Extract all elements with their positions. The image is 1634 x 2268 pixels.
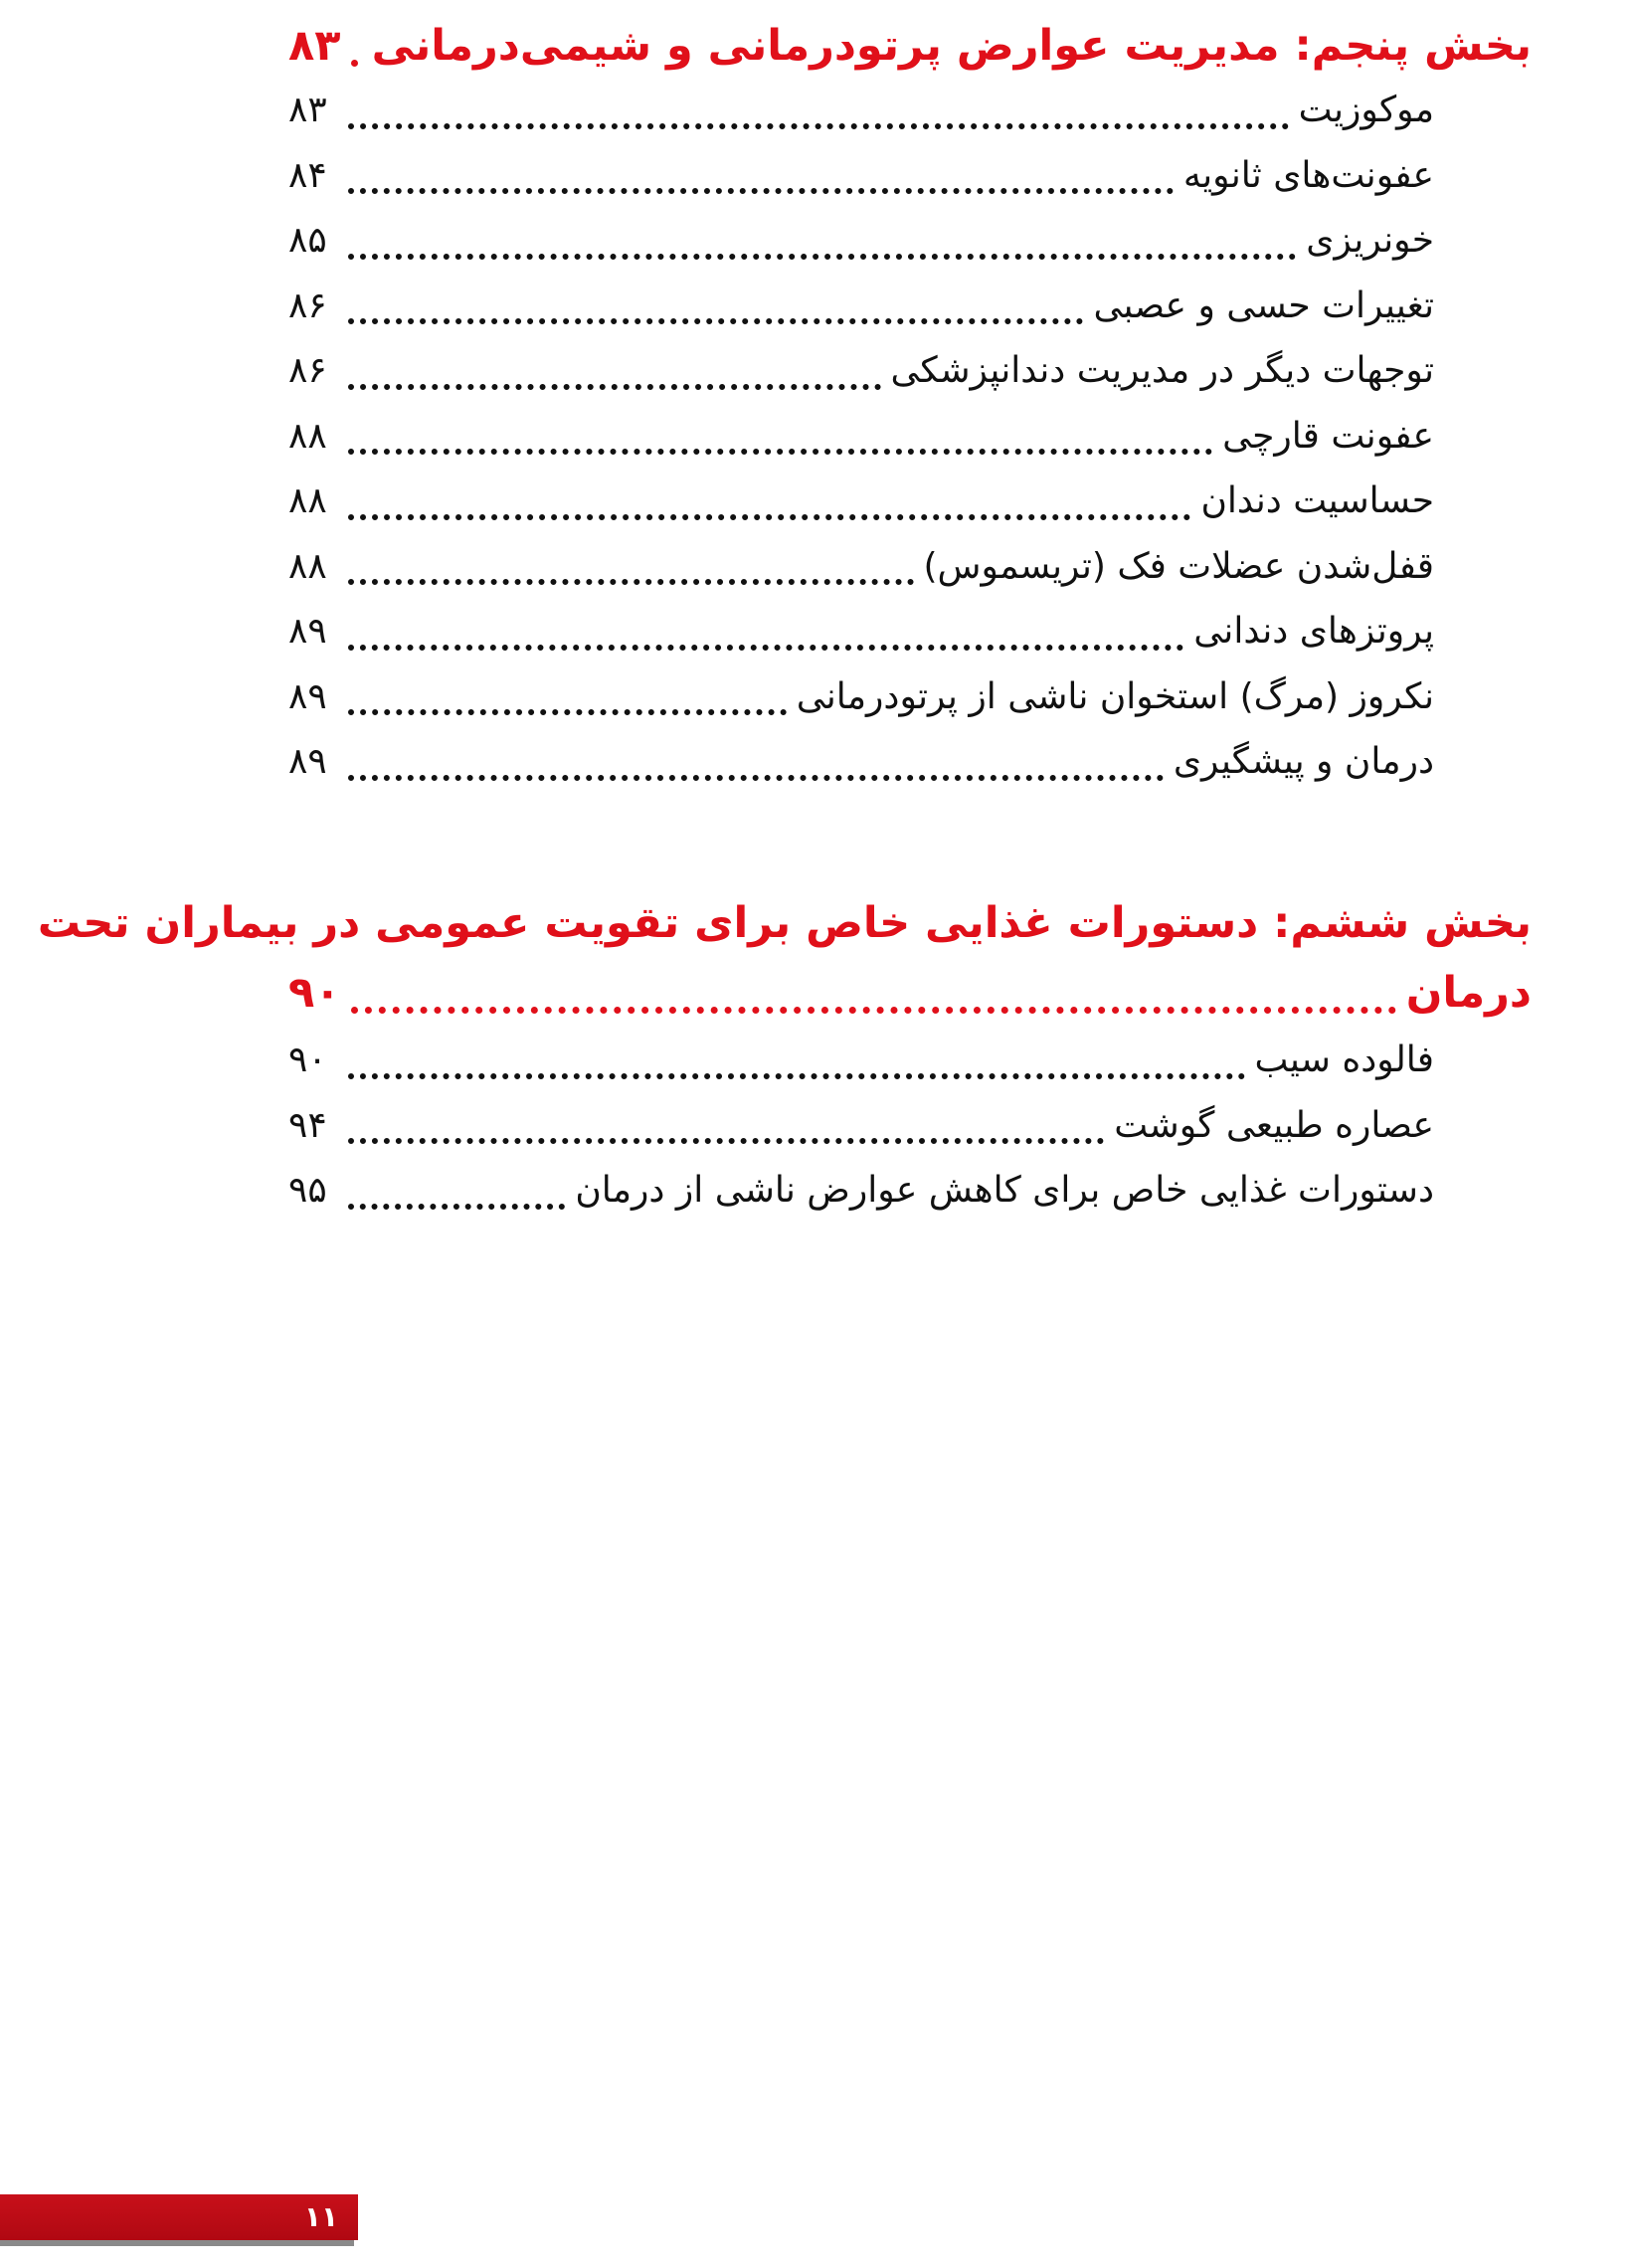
leader-dots bbox=[348, 559, 914, 585]
toc-entry-page: ۸۵ bbox=[288, 220, 327, 261]
toc-entry[interactable] bbox=[288, 1093, 1532, 1159]
toc-entry-page: ۸۴ bbox=[288, 154, 327, 196]
leader-dots bbox=[351, 985, 1396, 1014]
leader-dots bbox=[348, 168, 1174, 194]
toc-entry[interactable] bbox=[288, 404, 1532, 470]
toc-entry-page: ۸۸ bbox=[288, 545, 327, 587]
toc-entry-label: خونریزی bbox=[1306, 220, 1434, 261]
toc-entry[interactable] bbox=[288, 143, 1532, 209]
toc-heading-page: ۹۰ bbox=[288, 968, 341, 1018]
toc-entry-label: درمان و پیشگیری bbox=[1173, 741, 1434, 782]
toc-heading-label: درمان bbox=[1405, 968, 1532, 1018]
leader-dots bbox=[348, 1118, 1104, 1144]
toc-entry-page: ۹۵ bbox=[288, 1170, 327, 1211]
leader-dots bbox=[348, 494, 1190, 520]
toc-heading-section-6[interactable] bbox=[288, 958, 1532, 1028]
toc-entry-page: ۸۳ bbox=[288, 90, 327, 130]
toc-entry[interactable] bbox=[288, 599, 1532, 664]
toc-entry-label: توجهات دیگر در مدیریت دندانپزشکی bbox=[890, 350, 1434, 391]
toc-heading-label: بخش پنجم: مدیریت عوارض پرتودرمانی و شیمی‌درمانی bbox=[371, 21, 1532, 71]
leader-dots bbox=[348, 429, 1212, 455]
leader-dots bbox=[348, 1053, 1245, 1079]
toc-entry[interactable] bbox=[288, 469, 1532, 534]
toc-entry-label: فالوده سیب bbox=[1254, 1040, 1434, 1080]
toc-entry-page: ۸۶ bbox=[288, 284, 327, 326]
toc-entry-page: ۸۸ bbox=[288, 415, 327, 457]
toc-entry[interactable] bbox=[288, 1158, 1532, 1224]
leader-dots bbox=[348, 364, 881, 390]
footer-bar-shadow bbox=[0, 2240, 354, 2246]
toc-entry-page: ۸۶ bbox=[288, 350, 327, 391]
leader-dots bbox=[348, 689, 787, 715]
toc-entry-label: نکروز (مرگ) استخوان ناشی از پرتودرمانی bbox=[796, 675, 1434, 717]
toc-entry[interactable] bbox=[288, 664, 1532, 730]
toc-entry-page: ۸۹ bbox=[288, 611, 327, 652]
toc-entry[interactable] bbox=[288, 1028, 1532, 1093]
toc-entry-label: عفونت‌های ثانویه bbox=[1182, 154, 1434, 196]
toc-entry-label: دستورات غذایی خاص برای کاهش عوارض ناشی از درمان bbox=[575, 1170, 1434, 1211]
toc-section-6 bbox=[37, 888, 1532, 1224]
toc-entry-label: عفونت قارچی bbox=[1222, 415, 1434, 457]
toc-entry-page: ۹۰ bbox=[288, 1040, 327, 1080]
toc-heading-page: ۸۳ bbox=[288, 21, 341, 71]
toc-entry[interactable] bbox=[288, 534, 1532, 600]
toc-entry-label: پروتزهای دندانی bbox=[1193, 611, 1434, 652]
leader-dots bbox=[348, 755, 1164, 781]
toc-heading-section-6-line1[interactable]: بخش ششم: دستورات غذایی خاص برای تقویت عمومی در بیماران تحت bbox=[37, 898, 1532, 948]
leader-dots bbox=[348, 298, 1083, 324]
toc-entry-page: ۸۹ bbox=[288, 741, 327, 782]
toc-entry-label: تغییرات حسی و عصبی bbox=[1093, 284, 1434, 326]
leader-dots bbox=[351, 38, 362, 67]
leader-dots bbox=[348, 625, 1183, 651]
toc-entry[interactable] bbox=[288, 729, 1532, 795]
leader-dots bbox=[348, 1184, 565, 1210]
toc-entry-label: عصاره طبیعی گوشت bbox=[1114, 1104, 1434, 1146]
toc-entry-page: ۸۹ bbox=[288, 675, 327, 717]
toc-section-5 bbox=[288, 14, 1532, 795]
toc-entry-label: قفل‌شدن عضلات فک (تریسموس) bbox=[923, 545, 1434, 587]
toc-entry[interactable] bbox=[288, 338, 1532, 404]
leader-dots bbox=[348, 103, 1289, 129]
toc-entry[interactable] bbox=[288, 78, 1532, 143]
toc-entry-label: حساسیت دندان bbox=[1200, 480, 1434, 521]
toc-entry-label: موکوزیت bbox=[1298, 90, 1434, 130]
footer-page-number: ۱۱ bbox=[303, 2200, 339, 2233]
toc-entry[interactable] bbox=[288, 208, 1532, 274]
toc-heading-section-5[interactable] bbox=[288, 14, 1532, 78]
toc-entry-page: ۹۴ bbox=[288, 1104, 327, 1146]
leader-dots bbox=[348, 234, 1296, 260]
toc-entry[interactable] bbox=[288, 274, 1532, 339]
toc-entry-page: ۸۸ bbox=[288, 480, 327, 521]
